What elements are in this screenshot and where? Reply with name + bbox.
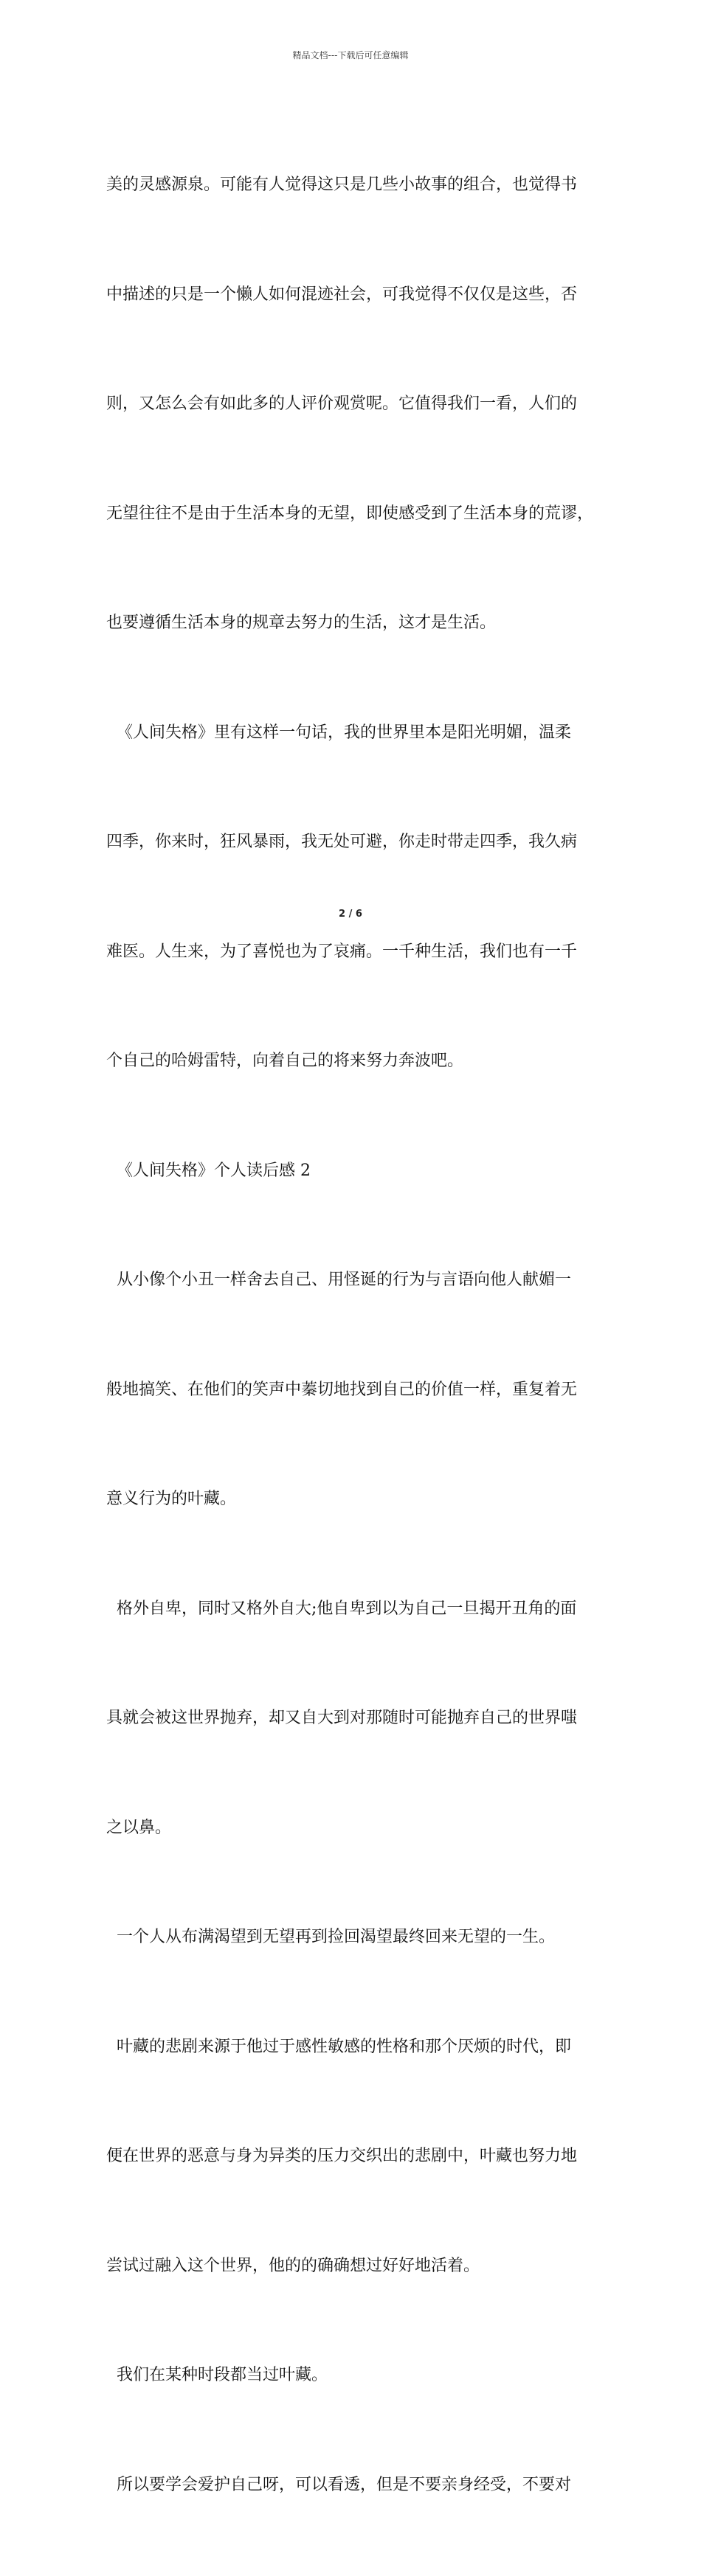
- text-line: 难医。人生来，为了喜悦也为了哀痛。一千种生活，我们也有一千: [106, 942, 578, 961]
- text-line: 之以鼻。: [106, 1818, 172, 1837]
- text-line: 无望往往不是由于生活本身的无望，即使感受到了生活本身的荒谬，: [106, 504, 594, 523]
- text-line: 所以要学会爱护自己呀，可以看透，但是不要亲身经受，不要对: [106, 2475, 571, 2494]
- text-line: 从小像个小丑一样舍去自己、用怪诞的行为与言语向他人献媚一: [106, 1271, 571, 1289]
- text-line: 般地搞笑、在他们的笑声中蓁切地找到自己的价值一样，重复着无: [106, 1380, 578, 1399]
- page-header: 精品文档---下载后可任意编辑: [292, 50, 409, 60]
- text-line: 具就会被这世界抛弃，却又自大到对那随时可能抛弃自己的世界嗤: [106, 1709, 578, 1727]
- page-number: 2 / 6: [339, 909, 362, 920]
- text-line: 我们在某种时段都当过叶藏。: [106, 2366, 328, 2384]
- text-line: 《人间失格》里有这样一句话，我的世界里本是阳光明媚，温柔: [106, 723, 571, 742]
- document-body: [106, 94, 601, 2576]
- text-line: 尝试过融入这个世界，他的的确确想过好好地活着。: [106, 2256, 480, 2275]
- text-line: 意义行为的叶藏。: [106, 1490, 237, 1508]
- text-line: 个自己的哈姆雷特，向着自己的将来努力奔波吧。: [106, 1052, 464, 1070]
- text-line: 中描述的只是一个懒人如何混迹社会，可我觉得不仅仅是这些，否: [106, 285, 578, 304]
- text-line: 一个人从布满渴望到无望再到捡回渴望最终回来无望的一生。: [106, 1928, 555, 1946]
- body-text: [106, 94, 601, 2576]
- text-line: 格外自卑，同时又格外自大;他自卑到以为自己一旦揭开丑角的面: [106, 1599, 577, 1618]
- text-line: 则，又怎么会有如此多的人评价观赏呢。它值得我们一看，人们的: [106, 395, 578, 413]
- text-line: 美的灵感源泉。可能有人觉得这只是几些小故事的组合，也觉得书: [106, 176, 578, 194]
- text-line: 便在世界的恶意与身为异类的压力交织出的悲剧中，叶藏也努力地: [106, 2147, 578, 2165]
- text-line: 也要遵循生活本身的规章去努力的生活，这才是生活。: [106, 614, 497, 632]
- text-line: 叶藏的悲剧来源于他过于感性敏感的性格和那个厌烦的时代，即: [106, 2037, 571, 2056]
- section-heading: 《人间失格》个人读后感 2: [106, 1161, 311, 1180]
- text-line: 四季，你来时，狂风暴雨，我无处可避，你走时带走四季，我久病: [106, 833, 578, 851]
